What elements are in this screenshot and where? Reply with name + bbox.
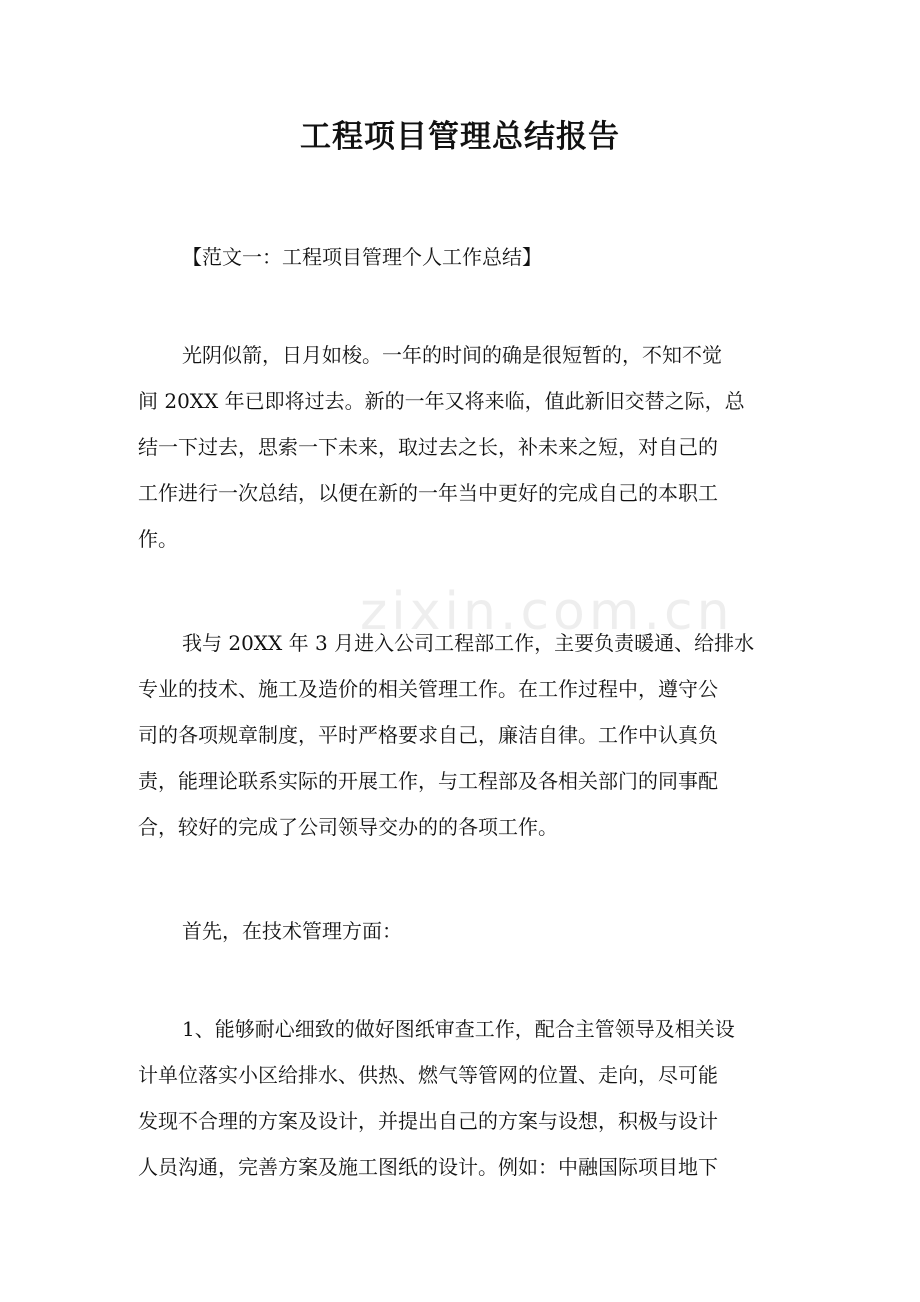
paragraph-line: 1、能够耐心细致的做好图纸审查工作，配合主管领导及相关设 — [182, 1017, 735, 1041]
paragraph-line: 作。 — [138, 527, 178, 551]
paragraph-line: 结一下过去，思索一下未来，取过去之长，补未来之短，对自己的 — [138, 435, 718, 459]
paragraph-3 — [138, 908, 778, 954]
paragraph-line: 合，较好的完成了公司领导交办的的各项工作。 — [138, 815, 558, 839]
section-heading-text: 【范文一：工程项目管理个人工作总结】 — [182, 245, 542, 269]
paragraph-line: 首先，在技术管理方面： — [182, 919, 402, 943]
watermark: zixin.com.cn — [360, 582, 734, 642]
paragraph-line: 责，能理论联系实际的开展工作，与工程部及各相关部门的同事配 — [138, 769, 718, 793]
paragraph-line: 人员沟通，完善方案及施工图纸的设计。例如：中融国际项目地下 — [138, 1155, 718, 1179]
paragraph-line: 计单位落实小区给排水、供热、燃气等管网的位置、走向，尽可能 — [138, 1063, 718, 1087]
paragraph-line: 间 20XX 年已即将过去。新的一年又将来临，值此新旧交替之际，总 — [138, 389, 745, 413]
paragraph-1 — [138, 332, 778, 562]
paragraph-line: 工作进行一次总结，以便在新的一年当中更好的完成自己的本职工 — [138, 481, 718, 505]
paragraph-4 — [138, 1006, 778, 1190]
section-heading — [138, 234, 778, 280]
paragraph-line: 光阴似箭，日月如梭。一年的时间的确是很短暂的，不知不觉 — [182, 343, 722, 367]
paragraph-line: 我与 20XX 年 3 月进入公司工程部工作，主要负责暖通、给排水 — [182, 631, 755, 655]
paragraph-line: 专业的技术、施工及造价的相关管理工作。在工作过程中，遵守公 — [138, 677, 718, 701]
paragraph-line: 发现不合理的方案及设计，并提出自己的方案与设想，积极与设计 — [138, 1109, 718, 1133]
paragraph-2 — [138, 620, 778, 850]
document-title: 工程项目管理总结报告 — [300, 119, 620, 155]
paragraph-line: 司的各项规章制度，平时严格要求自己，廉洁自律。工作中认真负 — [138, 723, 718, 747]
